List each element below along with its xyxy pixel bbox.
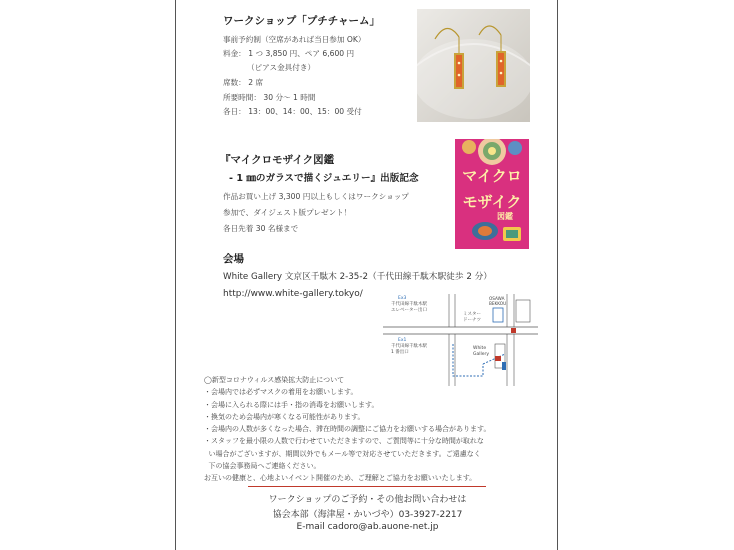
venue-address: White Gallery 文京区千駄木 2-35-2（千代田線千駄木駅徒歩 2 分）	[223, 272, 492, 282]
footer-email[interactable]: E-mail cadoro@ab.auone-net.jp	[296, 522, 439, 532]
notice-line: い場合がございますが、期間以外でもメール等で対応させていただきます。ご遠慮なく	[204, 449, 481, 458]
book-cover	[455, 139, 529, 249]
venue-map	[383, 294, 538, 386]
book-event-line-1: 作品お買い上げ 3,300 円以上もしくはワークショップ	[223, 192, 409, 201]
earring-photo	[417, 9, 530, 122]
notice-line: お互いの健康と、心地よいイベント開催のため、ご理解とご協力をお願いいたします。	[204, 474, 477, 483]
book-cover-title-2: モザイク	[462, 193, 522, 211]
book-cover-title-suffix: 図鑑	[497, 212, 513, 221]
map-gallery: White Gallery	[473, 346, 490, 357]
notice-line: ・会場内の人数が多くなった場合、滞在時間の調整にご協力をお願いする場合があります。	[204, 425, 491, 434]
map-exit2-tag: Ex1	[398, 338, 407, 343]
venue-heading: 会場	[223, 253, 244, 265]
workshop-duration: 所要時間： 30 分〜 1 時間	[223, 93, 316, 102]
book-event-line-3: 各日先着 30 名様まで	[223, 224, 299, 233]
notice-line: ・換気のため会場内が寒くなる可能性があります。	[204, 412, 365, 421]
workshop-fee-note: （ピアス金具付き）	[247, 63, 316, 72]
map-exit1-tag: Ex3	[398, 296, 407, 301]
earring-illustration	[417, 9, 530, 122]
footer-line-1: ワークショップのご予約・その他お問い合わせは	[268, 495, 467, 505]
book-event-title-2: - 1 ㎜のガラスで描くジュエリー』出版記念	[229, 173, 419, 184]
notice-line: ・会場内では必ずマスクの着用をお願いします。	[204, 388, 358, 397]
covid-notice	[204, 374, 490, 485]
map-exit2-label: 千代田線千駄木駅 1 番出口	[391, 344, 427, 355]
book-cover-title-1: マイクロ	[462, 167, 522, 185]
footer-line-2: 協会本部（海津屋・かいづや）03-3927-2217	[272, 510, 463, 520]
notice-line: ・スタッフを最小限の人数で行わせていただきますので、ご質問等に十分な時間が取れな	[204, 437, 484, 446]
venue-url[interactable]: http://www.white-gallery.tokyo/	[223, 289, 363, 299]
footer-divider	[248, 486, 486, 487]
book-event-title-1: 『マイクロモザイク図鑑	[220, 154, 335, 166]
map-exit1-label: 千代田線千駄木駅 エレベーター出口	[391, 302, 427, 313]
notice-line: 下の協会事務局へご連絡ください。	[204, 462, 321, 471]
notice-line: ◯新型コロナウィルス感染拡大防止について	[204, 376, 345, 384]
workshop-times: 各日： 13：00、14：00、15：00 受付	[223, 107, 362, 116]
notice-line: ・会場に入られる際には手・指の消毒をお願いします。	[204, 400, 379, 409]
workshop-title: ワークショップ「プチチャーム」	[223, 15, 380, 27]
workshop-seats: 席数： 2 席	[223, 78, 264, 87]
map-shop1: ミスター ドーナツ	[463, 312, 481, 323]
workshop-fee: 料金： 1 つ 3,850 円、ペア 6,600 円	[223, 49, 355, 58]
map-shop2: OSAWA BEKKOU	[489, 296, 507, 306]
flyer	[175, 0, 558, 550]
workshop-reservation: 事前予約制（空席があれば当日参加 OK）	[223, 35, 366, 44]
book-event-line-2: 参加で、ダイジェスト版プレゼント！	[223, 208, 352, 217]
